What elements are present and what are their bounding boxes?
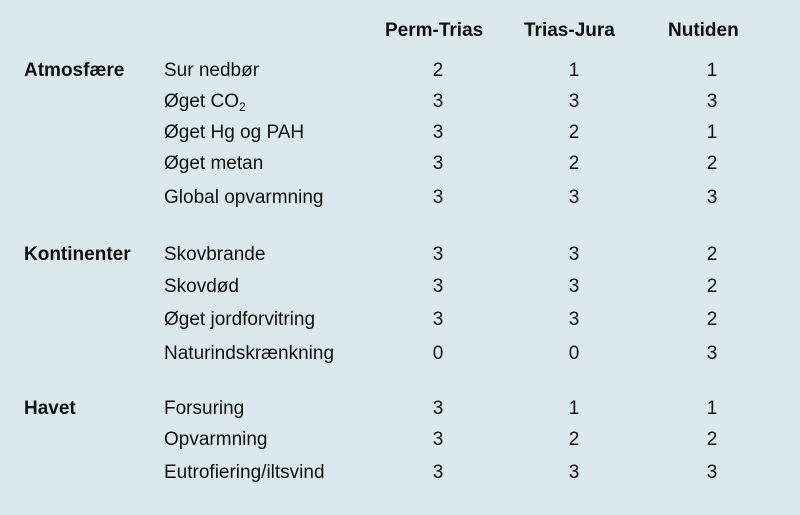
value-perm-trias: 3 <box>432 153 444 174</box>
value-perm-trias: 3 <box>432 91 444 112</box>
table-row <box>0 122 800 152</box>
value-perm-trias: 3 <box>432 276 444 297</box>
subscript: 2 <box>238 100 246 114</box>
row-label: Skovbrande <box>164 244 266 265</box>
table-row <box>0 462 800 492</box>
row-label: Skovdød <box>164 276 239 297</box>
column-header-trias-jura: Trias-Jura <box>524 20 615 41</box>
column-header-nutiden: Nutiden <box>668 20 739 41</box>
value-nutiden: 3 <box>706 187 718 208</box>
value-perm-trias: 3 <box>432 244 444 265</box>
value-perm-trias: 3 <box>432 462 444 483</box>
value-trias-jura: 3 <box>568 91 580 112</box>
value-nutiden: 2 <box>706 429 718 450</box>
value-perm-trias: 3 <box>432 398 444 419</box>
row-label: Naturindskrænkning <box>164 343 335 364</box>
value-nutiden: 1 <box>706 398 718 419</box>
value-trias-jura: 3 <box>568 309 580 330</box>
value-perm-trias: 3 <box>432 187 444 208</box>
value-perm-trias: 0 <box>432 343 444 364</box>
value-nutiden: 2 <box>706 276 718 297</box>
row-label: Øget jordforvitring <box>164 309 316 330</box>
table-row <box>0 187 800 217</box>
row-label: Øget metan <box>164 153 264 174</box>
value-nutiden: 2 <box>706 244 718 265</box>
value-trias-jura: 3 <box>568 276 580 297</box>
row-label: Global opvarmning <box>164 187 324 208</box>
category-label: Kontinenter <box>24 244 131 265</box>
row-label: Forsuring <box>164 398 245 419</box>
value-nutiden: 1 <box>706 60 718 81</box>
value-nutiden: 3 <box>706 91 718 112</box>
row-label: Øget $CO_2$ <box>164 91 246 114</box>
value-trias-jura: 3 <box>568 462 580 483</box>
table-row <box>0 244 800 274</box>
table-row <box>0 60 800 90</box>
table-row <box>0 398 800 428</box>
value-nutiden: 2 <box>706 309 718 330</box>
table-row <box>0 309 800 339</box>
value-trias-jura: 3 <box>568 244 580 265</box>
value-nutiden: 3 <box>706 462 718 483</box>
value-trias-jura: 2 <box>568 153 580 174</box>
row-label: Opvarmning <box>164 429 268 450</box>
table-row <box>0 91 800 121</box>
value-trias-jura: 1 <box>568 60 580 81</box>
value-perm-trias: 3 <box>432 309 444 330</box>
category-label: Atmosfære <box>24 60 125 81</box>
table-row <box>0 276 800 306</box>
value-trias-jura: 1 <box>568 398 580 419</box>
row-label: Øget Hg og PAH <box>164 122 305 143</box>
value-nutiden: 2 <box>706 153 718 174</box>
row-label: Sur nedbør <box>164 60 260 81</box>
value-perm-trias: 2 <box>432 60 444 81</box>
value-trias-jura: 0 <box>568 343 580 364</box>
table-row <box>0 429 800 459</box>
value-trias-jura: 2 <box>568 429 580 450</box>
category-label: Havet <box>24 398 76 419</box>
value-trias-jura: 3 <box>568 187 580 208</box>
table-row <box>0 343 800 373</box>
value-nutiden: 3 <box>706 343 718 364</box>
value-trias-jura: 2 <box>568 122 580 143</box>
row-label: Eutrofiering/iltsvind <box>164 462 325 483</box>
value-nutiden: 1 <box>706 122 718 143</box>
column-header-perm-trias: Perm-Trias <box>385 20 484 41</box>
table-row <box>0 153 800 183</box>
value-perm-trias: 3 <box>432 122 444 143</box>
value-perm-trias: 3 <box>432 429 444 450</box>
